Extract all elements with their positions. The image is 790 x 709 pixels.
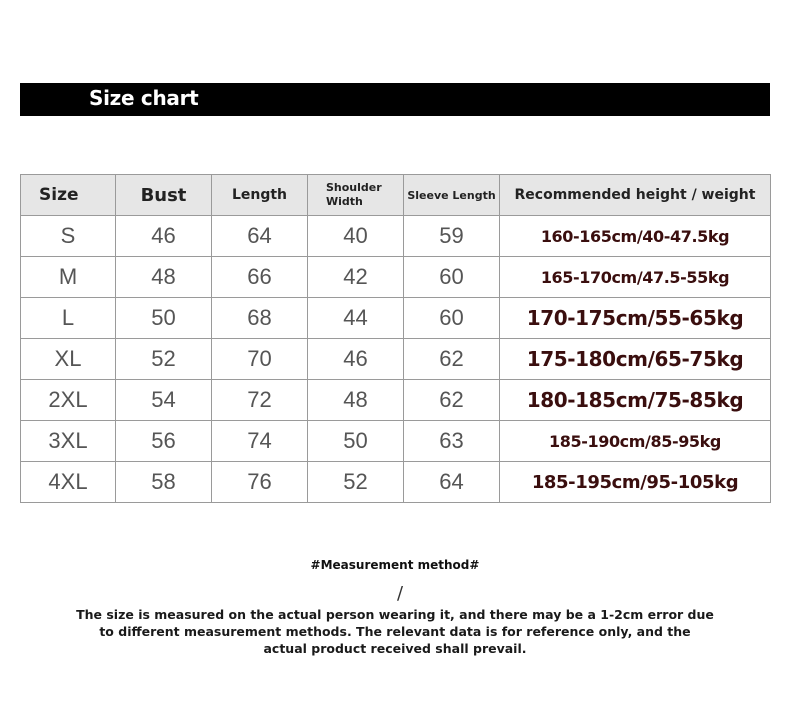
size-table: [20, 174, 771, 503]
cell-bust: 50: [116, 298, 212, 339]
note-line-2: to different measurement methods. The relevant data is for reference only, and the: [99, 624, 691, 639]
cell-sleeve: 64: [404, 462, 500, 503]
cell-recommended: 175-180cm/65-75kg: [500, 339, 771, 380]
cell-recommended: 185-190cm/85-95kg: [500, 421, 771, 462]
cell-size: S: [21, 216, 116, 257]
cell-bust: 48: [116, 257, 212, 298]
table-row: [21, 257, 771, 298]
header-recommended: Recommended height / weight: [500, 175, 771, 216]
table-row: [21, 339, 771, 380]
cell-shoulder: 50: [308, 421, 404, 462]
note-line-3: actual product received shall prevail.: [263, 641, 527, 656]
table-row: [21, 216, 771, 257]
cell-sleeve: 62: [404, 339, 500, 380]
note-line-1: The size is measured on the actual person wearing it, and there may be a 1-2cm error due: [76, 607, 714, 622]
cell-sleeve: 59: [404, 216, 500, 257]
cell-length: 64: [212, 216, 308, 257]
cell-sleeve: 60: [404, 298, 500, 339]
cell-bust: 56: [116, 421, 212, 462]
cell-size: 3XL: [21, 421, 116, 462]
table-header-row: [21, 175, 771, 216]
cell-recommended: 180-185cm/75-85kg: [500, 380, 771, 421]
cell-bust: 52: [116, 339, 212, 380]
table-row: [21, 298, 771, 339]
header-sleeve-length: Sleeve Length: [404, 175, 500, 216]
cell-length: 70: [212, 339, 308, 380]
table-row: [21, 380, 771, 421]
header-shoulder-line2: Width: [326, 195, 363, 208]
cell-sleeve: 60: [404, 257, 500, 298]
header-shoulder-line1: Shoulder: [326, 181, 382, 194]
cell-shoulder: 40: [308, 216, 404, 257]
cell-shoulder: 44: [308, 298, 404, 339]
cell-size: 2XL: [21, 380, 116, 421]
header-size: Size: [21, 175, 116, 216]
title-bar: [20, 83, 770, 116]
cell-size: M: [21, 257, 116, 298]
table-row: [21, 421, 771, 462]
cell-size: L: [21, 298, 116, 339]
measurement-note: [60, 606, 730, 657]
cell-recommended: 165-170cm/47.5-55kg: [500, 257, 771, 298]
cell-bust: 58: [116, 462, 212, 503]
header-bust: Bust: [116, 175, 212, 216]
cell-size: 4XL: [21, 462, 116, 503]
cell-shoulder: 48: [308, 380, 404, 421]
cell-shoulder: 46: [308, 339, 404, 380]
cell-length: 66: [212, 257, 308, 298]
cell-bust: 46: [116, 216, 212, 257]
cell-sleeve: 63: [404, 421, 500, 462]
cell-shoulder: 52: [308, 462, 404, 503]
cell-length: 68: [212, 298, 308, 339]
cell-length: 76: [212, 462, 308, 503]
header-shoulder-width: [308, 175, 404, 216]
measurement-method-title: #Measurement method#: [310, 558, 480, 572]
header-length: Length: [212, 175, 308, 216]
cell-length: 74: [212, 421, 308, 462]
cell-sleeve: 62: [404, 380, 500, 421]
cell-recommended: 170-175cm/55-65kg: [500, 298, 771, 339]
cell-bust: 54: [116, 380, 212, 421]
cell-recommended: 160-165cm/40-47.5kg: [500, 216, 771, 257]
cell-recommended: 185-195cm/95-105kg: [500, 462, 771, 503]
page-title: Size chart: [89, 86, 199, 110]
table-row: [21, 462, 771, 503]
cell-shoulder: 42: [308, 257, 404, 298]
cell-length: 72: [212, 380, 308, 421]
slash-mark: /: [397, 583, 404, 604]
cell-size: XL: [21, 339, 116, 380]
